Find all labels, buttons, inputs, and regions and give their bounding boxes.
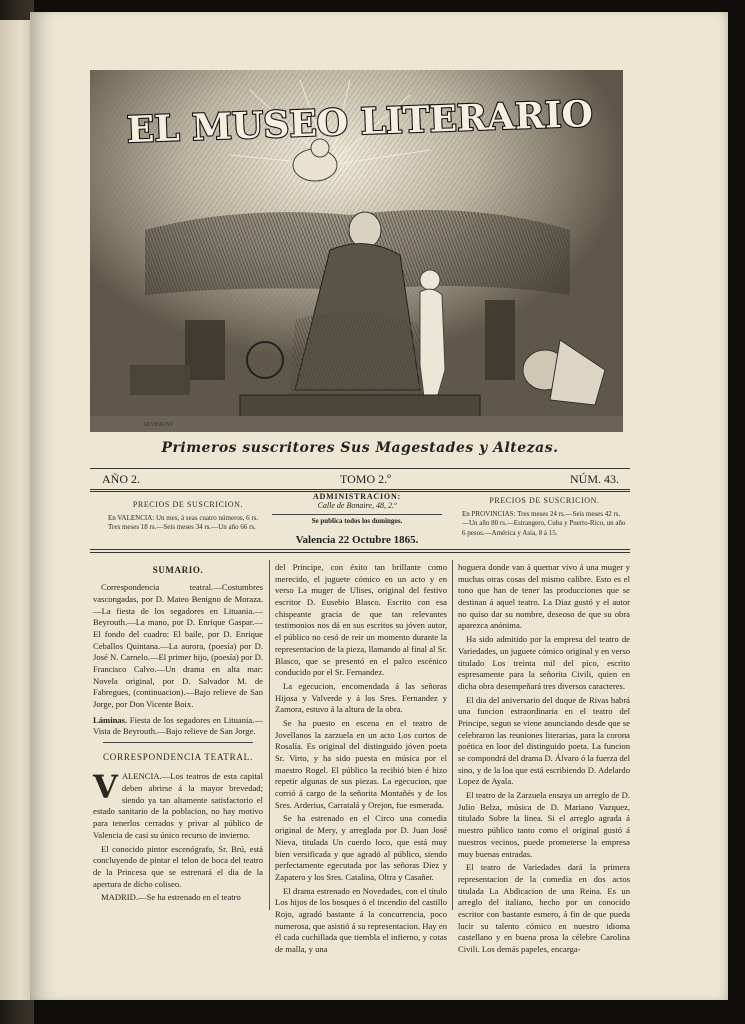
- correspondencia-title: CORRESPONDENCIA TEATRAL.: [102, 752, 254, 763]
- article-p2: El conocido pintor escenógrafo, Sr. Brú, está concluyendo de pintar el telon de boca del teatro de la Princesa que se estrenará el dia de la apertura de dicho coliseo.: [93, 843, 263, 889]
- engraver-signature: SEVERINI: [143, 422, 173, 428]
- subscription-left-heading: PRECIOS DE SUSCRICION.: [132, 500, 244, 509]
- header-rule-top: [90, 468, 630, 469]
- issue-info-row: [90, 472, 630, 490]
- laminas-label: Láminas.: [93, 714, 128, 725]
- article-p1: [93, 768, 263, 841]
- column-3: [458, 562, 630, 958]
- col2-p2: La egecucion, encomendada á las señoras Hijosa y Valverde y á los Sres. Fernandez y Zamora, estuvo á la altura de la obra.: [275, 680, 447, 715]
- subscription-right-heading: PRECIOS DE SUSCRICION.: [489, 496, 600, 505]
- left-page-edge: [0, 20, 30, 1000]
- administration-address: Calle de Bonaire, 48, 2.º: [317, 501, 397, 510]
- administration-block: [272, 492, 442, 525]
- col2-p5: El drama estrenado en Novedades, con el título Los hijos de los bosques ó el incendio del castillo Rojo, agradó bastante á la concurrencia, poco numerosa, que asistió á su representacion. Hay en él cada cuchillada que tiembla el infierno, y cotas de malla, y una: [275, 885, 447, 954]
- issue-date: Valencia 22 Octubre 1865.: [295, 534, 419, 546]
- column-divider-2: [452, 560, 453, 910]
- subscription-prices-left: [108, 500, 268, 533]
- issue-year: AÑO 2.: [102, 472, 140, 486]
- laminas-paragraph: [93, 715, 263, 738]
- col3-p3: El dia del aniversario del duque de Rivas habrá una funcion estraordinaria en el teatro del Principe, segun se viene anunciando desde que se celebraron las reuniones literarias, para la corona poética en loor del distinguido poeta. La funcion se compondrá del drama D. Álvaro ó la fuerza del sino, y de la loa que está escribiendo D. Adelardo Lopez de Ayala.: [458, 694, 630, 787]
- subscribers-line: Primeros suscritores Sus Magestades y Altezas.: [161, 440, 559, 456]
- header-rule-bottom-2: [90, 552, 630, 553]
- column-2: [275, 562, 447, 958]
- article-p1-text: ALENCIA.—Los teatros de esta capital deben abrirse á la mayor brevedad; siendo ya tan altamente satisfactorio el estado sanitario de la poblacion, no hay motivo para tenerlos cerrados y privar al público de Valencia de casi su único recurso de invierno.: [93, 771, 263, 840]
- column-1: [93, 562, 263, 906]
- col3-p4: El teatro de la Zarzuela ensaya un arreglo de D. Julio Belza, música de D. Mariano Vazquez, titulado Sobre la linea. Si el arreglo agrada á nuestro público tanto como el original gustó á nuestros vecinos, puede prometerse la empresa muy buenas entradas.: [458, 790, 630, 859]
- masthead-title: [126, 86, 594, 156]
- issue-volume: TOMO 2.º: [340, 472, 391, 486]
- col3-p5: El teatro de Variedades dará la primera representacion de la comedia en dos actos titulada La Abdicacion de una Reina. Es un arreglo del italiano, hecho por un conocido escritor con bastante esmero, á fin de que pueda lucir su talento cómico en nuestro idioma castellano y en buena prosa la célebre Carolina Civili. Los demás papeles, encarga-: [458, 862, 630, 954]
- header-rule-bottom: [90, 549, 630, 550]
- col2-p3: Se ha puesto en escena en el teatro de Jovellanos la zarzuela en un acto Los cortos de Rosalía. Es original del distinguido jóven poeta Sr. Virto, y ha sido puesta en música por el maestro Rogel. El público la recibió bien é hizo repetir algunas de sus piezas. La egecucion, que corrió á cargo de la señorita Montañés y de los Sres. Arderius, Carratalá y Orejon, fue esmerada.: [275, 717, 447, 810]
- sumario-title: SUMARIO.: [152, 565, 204, 575]
- article-p3: MADRID.—Se ha estrenado en el teatro: [101, 892, 241, 903]
- col2-p4: Se ha estrenado en el Circo una comedia original de Mery, y arreglada por D. Juan José Nieva, titulada Un cuerdo loco, que está muy bien versificada y que agradó al público, siendo perfectamente egecutada por las señoras Diez y Zapatero y los Sres. Catalina, Oltra y Casañer.: [275, 813, 447, 882]
- col3-p2: Ha sido admitido por la empresa del teatro de Variedades, un juguete cómico original y en verso titulado Los treinta mil del pico, escrito espresamente para la señorita Civili, quien en dicha obra desempeñará tres diversos caracteres.: [458, 634, 630, 691]
- publication-schedule: Se publica todos los domingos.: [272, 514, 442, 525]
- administration-heading: ADMINISTRACION:: [312, 492, 401, 501]
- section-rule: [103, 742, 253, 743]
- subscription-left-text: En VALENCIA: Un mes, á seas cuatro números, 6 rs. Tres meses 18 rs.—Seis meses 34 rs.—Un año 66 rs.: [108, 513, 259, 532]
- drop-cap: V: [93, 768, 118, 807]
- column-divider-1: [269, 560, 270, 910]
- subscription-right-text: En PROVINCIAS: Tres meses 24 rs.—Seis meses 42 rs.—Un año 80 rs.—Estrangero, Cuba y Puerto-Rico, un año 6 pesos.—América y Asia, 8 á 15.: [462, 509, 626, 537]
- masthead-title-text: EL MUSEO LITERARIO: [126, 92, 594, 152]
- laminas-text: Fiesta de los segadores en Lituania.—Vista de Beyrouth.—Bajo relieve de San Jorge.: [93, 714, 263, 737]
- col2-p1: del Principe, con éxito tan brillante como merecido, el juguete cómico en un acto y en verso La muger de Ulises, original del festivo escritor D. Eusebio Blasco. Escrito con esa chispeante gracia de que tan relevantes testimonios nos dá en sus escritos su jóven autor, el público no cesó de reir un momento durante la representacion de la pieza, llamando al final al Sr. Blasco, que se presentó en el palco escénico conducido por el Sr. Fernandez.: [275, 562, 447, 678]
- issue-number: NÚM. 43.: [570, 472, 620, 486]
- subscription-prices-right: [462, 496, 627, 538]
- sumario-text: Correspondencia teatral.—Costumbres vascongadas, por D. Mateo Benigno de Moraza.—La fiesta de los segadores en Lituania.—Beyrouth.—La mano, por D. Enrique Gaspar.—El fondo del cuadro: El baile, por D. Enrique Ceballos Quintana.—La aurora, (poesía) por D. José N. Carnelo.—El primer hijo, (poesía) por D. Francisco Calvo.—Un drama en alta mar: Novela original, por D. Salvador M. de Fabregues, (continuacion).—Bajo relieve de San Jorge, por Don Vicente Boix.: [93, 582, 263, 710]
- col3-p1: hoguera donde van á quemar vivo á una muger y muchas otras cosas del mismo calibre. Esto es el tono que han de tener las producciones que se destinan á aquel teatro. La Diaz gustó y el autor no quiso dar su nombre, deseoso de que su obra aparezca anónima.: [458, 562, 630, 631]
